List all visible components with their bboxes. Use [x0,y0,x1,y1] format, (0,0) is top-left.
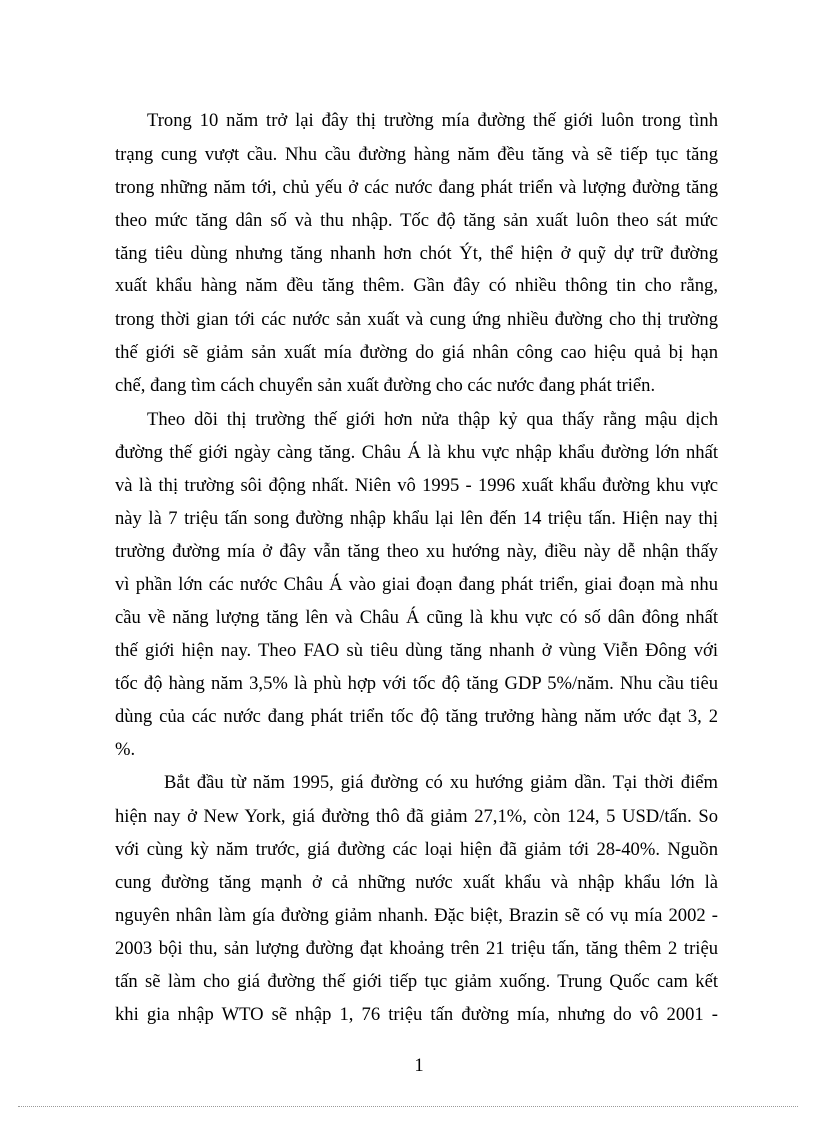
text-line: vì phần lớn các nước Châu Á vào giai đoạn đang phát triển, giai đoạn mà nhu [115,574,718,595]
text-line: nguyên nhân làm gía đường giảm nhanh. Đặc biệt, Brazin sẽ có vụ mía 2002 - [115,905,718,926]
text-line: trường đường mía ở đây vẫn tăng theo xu hướng này, điều này dễ nhận thấy [115,541,718,562]
text-line: này là 7 triệu tấn song đường nhập khẩu lại lên đến 14 triệu tấn. Hiện nay thị [115,508,718,529]
text-line: dùng của các nước đang phát triển tốc độ tăng trưởng hàng năm ước đạt 3, 2 [115,706,718,727]
text-line: %. [115,739,136,760]
text-line: trong những năm tới, chủ yếu ở các nước đang phát triển và lượng đường tăng [115,177,718,198]
text-line: trạng cung vượt cầu. Nhu cầu đường hàng năm đều tăng và sẽ tiếp tục tăng [115,144,718,165]
text-line: thế giới hiện nay. Theo FAO sù tiêu dùng tăng nhanh ở vùng Viễn Đông với [115,640,718,661]
text-line: 2003 bội thu, sản lượng đường đạt khoảng trên 21 triệu tấn, tăng thêm 2 triệu [115,938,718,959]
text-line: trong thời gian tới các nước sản xuất và cung ứng nhiều đường cho thị trường [115,309,718,330]
text-line: tấn sẽ làm cho giá đường thế giới tiếp tục giảm xuống. Trung Quốc cam kết [115,971,718,992]
text-line: và là thị trường sôi động nhất. Niên vô 1995 - 1996 xuất khẩu đường khu vực [115,475,718,496]
text-line: xuất khẩu hàng năm đều tăng thêm. Gần đây có nhiều thông tin cho rằng, [115,275,718,296]
text-line: hiện nay ở New York, giá đường thô đã giảm 27,1%, còn 124, 5 USD/tấn. So [115,806,718,827]
text-line: tăng tiêu dùng nhưng tăng nhanh hơn chót Ýt, thể hiện ở quỹ dự trữ đường [115,243,718,264]
text-line: thế giới sẽ giảm sản xuất mía đường do giá nhân công cao hiệu quả bị hạn [115,342,718,363]
text-line: đường thế giới ngày càng tăng. Châu Á là khu vực nhập khẩu đường lớn nhất [115,442,718,463]
page-bottom-divider [18,1106,798,1107]
text-line: với cùng kỳ năm trước, giá đường các loại hiện đã giảm tới 28-40%. Nguồn [115,839,718,860]
text-line: Theo dõi thị trường thế giới hơn nửa thập kỷ qua thấy rằng mậu dịch [147,409,718,430]
text-line: cầu về năng lượng tăng lên và Châu Á cũng là khu vực có số dân đông nhất [115,607,718,628]
text-line: cung đường tăng mạnh ở cả những nước xuất khẩu và nhập khẩu lớn là [115,872,718,893]
text-line: khi gia nhập WTO sẽ nhập 1, 76 triệu tấn đường mía, nhưng do vô 2001 - [115,1004,718,1025]
text-line: Trong 10 năm trở lại đây thị trường mía đường thế giới luôn trong tình [147,110,718,131]
text-line: theo mức tăng dân số và thu nhập. Tốc độ tăng sản xuất luôn theo sát mức [115,210,718,231]
page-number: 1 [414,1055,424,1076]
text-line: chế, đang tìm cách chuyển sản xuất đường cho các nước đang phát triển. [115,375,656,396]
text-line: tốc độ hàng năm 3,5% là phù hợp với tốc độ tăng GDP 5%/năm. Nhu cầu tiêu [115,673,718,694]
text-line: Bắt đầu từ năm 1995, giá đường có xu hướng giảm dần. Tại thời điểm [164,772,718,793]
